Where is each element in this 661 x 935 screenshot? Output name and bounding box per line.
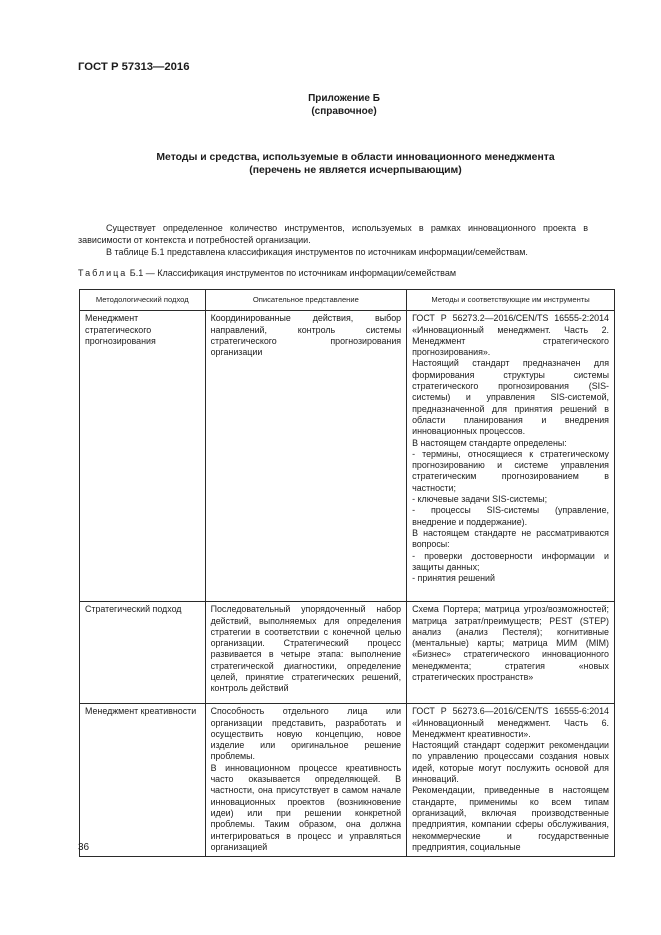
methods-cell (407, 311, 615, 602)
section-heading (0, 151, 661, 177)
methods-line: - термины, относящиеся к стратегическому прогнозированию и системе управления стратегическим прогнозированием в частности; (412, 448, 609, 493)
description-cell: Координированные действия, выбор направлений, контроль системы стратегического прогнозирования организации (205, 311, 407, 602)
methods-line: В настоящем стандарте определены: (412, 437, 567, 448)
methods-line: - проверки достоверности информации и защиты данных; (412, 550, 609, 572)
approach-cell: Менеджмент креативности (80, 704, 206, 857)
annex-subtitle: (справочное) (311, 106, 377, 117)
approach-cell: Менеджмент стратегического прогнозирования (80, 311, 206, 602)
approach-cell: Стратегический подход (80, 602, 206, 704)
table-row (80, 311, 615, 602)
methods-line: Схема Портера; матрица угроз/возможностей; матрица затрат/преимуществ; PEST (STEP) анализ (анализ Пестеля); когнитивные (ментальные) карты; матрица МИМ (MIM) «Бизнес» стратегического инновационного менеджмента; стратегия «новых стратегических пространств» (412, 604, 609, 683)
annex-title: Приложение Б (308, 93, 380, 104)
table-row (80, 602, 615, 704)
methods-line: Настоящий стандарт содержит рекомендации по управлению процессами создания новых идей, которые могут послужить основой для инноваций. (412, 740, 609, 785)
heading-line-2: (перечень не является исчерпывающим) (249, 165, 462, 176)
table-header-row (80, 290, 615, 311)
methods-line: Настоящий стандарт предназначен для формирования структуры системы стратегического прогнозирования (SIS-системы) и управления SIS-системой, предназначенной для принятия решений в области планирования и внедрения инновационных процессов. (412, 358, 609, 437)
table-caption (78, 268, 456, 278)
column-header: Описательное представление (205, 290, 407, 311)
methods-line: Рекомендации, приведенные в настоящем стандарте, применимы ко всем типам организаций, включая производственные предприятия, компании сферы обслуживания, некоммерческие и государственные предприятия, социальные (412, 785, 609, 852)
methods-line: ГОСТ Р 56273.2—2016/CEN/TS 16555-2:2014 «Инновационный менеджмент. Часть 2. Менеджмент стратегического прогнозирования». (412, 313, 609, 358)
paragraph-1: Существует определенное количество инструментов, используемых в рамках инновационного проекта в зависимости от контекста и потребностей организации. (78, 223, 588, 246)
methods-line: - ключевые задачи SIS-системы; (412, 494, 548, 505)
methods-line: - процессы SIS-системы (управление, внедрение и поддержание). (412, 505, 609, 527)
annex-block (0, 92, 661, 118)
description-line: Способность отдельного лица или организации представить, разработать и осуществить новую концепцию, новое изделие или оригинальное решение проблемы. (210, 706, 402, 762)
description-cell: Последовательный упорядоченный набор действий, выполняемых для определения стратегии в соответствии с конечной целью организации. Стратегический процесс развивается в четыре этапа: выполнение стратегической диагностики, определение целей, принятие стратегических решений, контроль действий (205, 602, 407, 704)
classification-table (79, 289, 615, 857)
paragraph-2: В таблице Б.1 представлена классификация инструментов по источникам информации/семействам. (106, 247, 528, 257)
table-row (80, 704, 615, 857)
methods-line: - принятия решений (412, 573, 495, 584)
description-line: В инновационном процессе креативность часто оказывается определяющей. В частности, она присутствует в самом начале инновационных проектов (возникновение идеи) или при решении конкретной проблемы. Таким образом, она должна интегрироваться в процесс и управляться организацией (210, 762, 402, 852)
table-caption-prefix: Таблица (78, 268, 128, 278)
table-caption-text: Б.1 — Классификация инструментов по источникам информации/семействам (127, 268, 457, 278)
heading-line-1: Методы и средства, используемые в области инновационного менеджмента (156, 152, 555, 163)
methods-cell (407, 602, 615, 704)
column-header: Методы и соответствующие им инструменты (407, 290, 615, 311)
document-code: ГОСТ Р 57313—2016 (78, 61, 190, 73)
methods-line: В настоящем стандарте не рассматриваются вопросы: (412, 527, 609, 550)
page-number: 36 (78, 842, 90, 853)
column-header: Методологический подход (80, 290, 206, 311)
methods-line: ГОСТ Р 56273.6—2016/CEN/TS 16555-6:2014 «Инновационный менеджмент. Часть 6. Менеджмент креативности». (412, 706, 609, 739)
methods-cell (407, 704, 615, 857)
description-cell (205, 704, 407, 857)
